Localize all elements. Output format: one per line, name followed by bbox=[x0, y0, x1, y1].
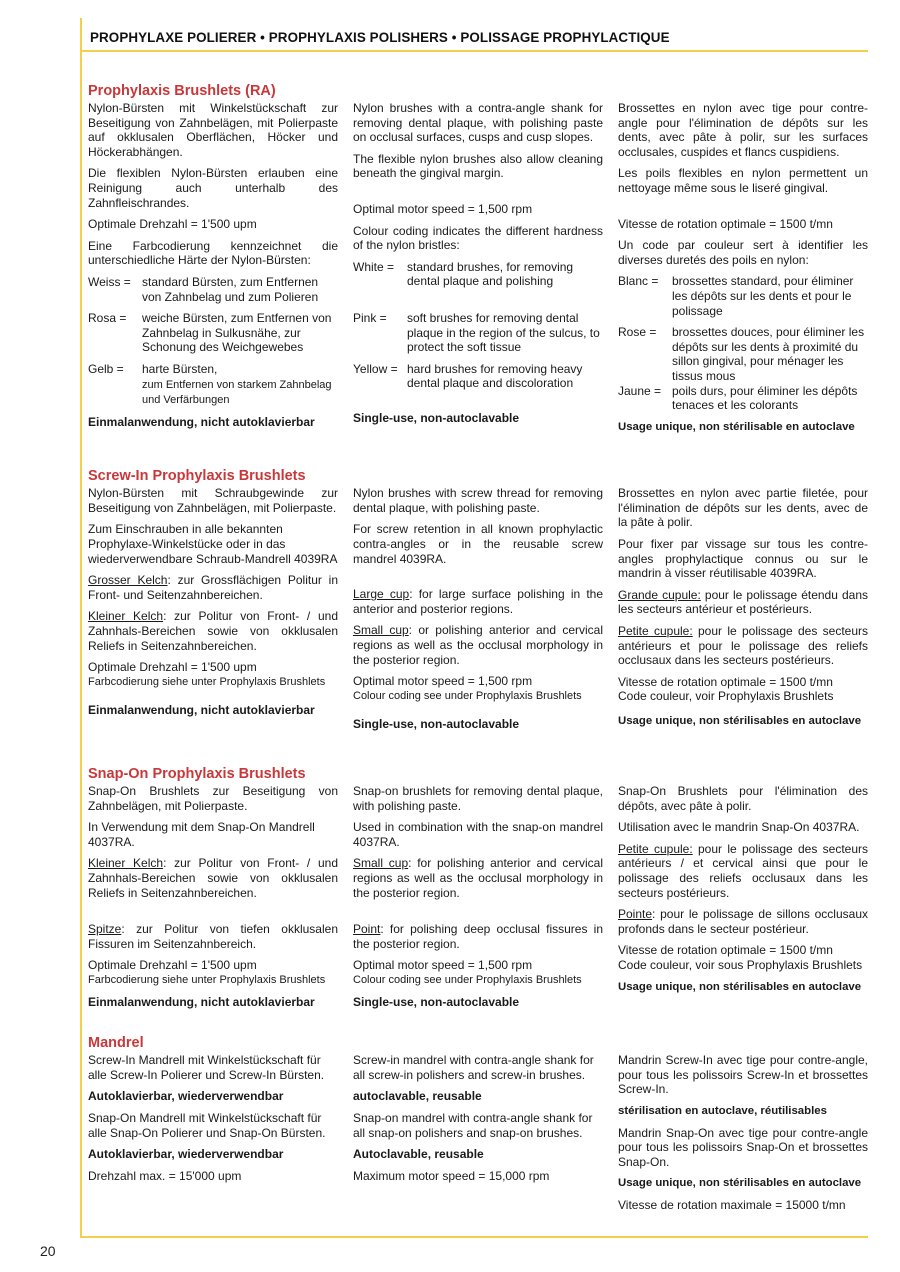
page-header-title: PROPHYLAXE POLIERER • PROPHYLAXIS POLISHERS • POLISSAGE PROPHYLACTIQUE bbox=[90, 30, 670, 45]
term-underlined: Kleiner Kelch bbox=[88, 856, 164, 871]
definition-desc: standard brushes, for removing dental plaque and polishing bbox=[407, 259, 574, 289]
description-text: Brossettes en nylon avec tige pour contre-angle pour l'élimination de dépôts sur les dents, avec pâte à polir, sur les surfaces occlusales, cuspides et flancs cuspidiens. bbox=[618, 101, 868, 159]
small-cup-text bbox=[618, 624, 868, 668]
speed-text: Vitesse de rotation maximale = 15000 t/mn bbox=[618, 1197, 846, 1212]
page-number: 20 bbox=[40, 1243, 56, 1259]
speed-text: Optimal motor speed = 1,500 rpm bbox=[353, 201, 533, 216]
definition-item bbox=[353, 311, 603, 355]
section-title: Prophylaxis Brushlets (RA) bbox=[88, 83, 276, 99]
usage-note: Single-use, non-autoclavable bbox=[353, 410, 520, 425]
point-text bbox=[88, 922, 338, 951]
column-french bbox=[618, 1053, 868, 1219]
term-underlined: Pointe bbox=[618, 907, 653, 922]
speed-text: Drehzahl max. = 15'000 upm bbox=[88, 1168, 242, 1183]
point-text bbox=[353, 922, 603, 951]
usage-note: Einmalanwendung, nicht autoklavierbar bbox=[88, 703, 315, 718]
term-text: : for polishing anterior and cervical regions as well as the occlusal morphology in the posterior region. bbox=[353, 856, 604, 900]
speed-text: Vitesse de rotation optimale = 1500 t/mn bbox=[618, 216, 833, 231]
definition-term: Gelb = bbox=[88, 361, 124, 376]
coding-text: Eine Farbcodierung kennzeichnet die unterschiedliche Härte der Nylon-Bürsten: bbox=[88, 238, 338, 268]
definition-term: White = bbox=[353, 259, 395, 274]
column-english bbox=[353, 101, 603, 441]
small-cup-text bbox=[353, 856, 603, 900]
description-text: For screw retention in all known prophylactic contra-angles or in the reusable screw mandrel 4039RA. bbox=[353, 522, 603, 566]
definition-item bbox=[88, 311, 338, 355]
speed-text: Maximum motor speed = 15,000 rpm bbox=[353, 1168, 550, 1183]
coding-text: Code couleur, voir sous Prophylaxis Brushlets bbox=[618, 957, 863, 972]
usage-note: Usage unique, non stérilisable en autoclave bbox=[618, 420, 855, 433]
term-text: : for large surface polishing in the anterior and posterior regions. bbox=[353, 587, 604, 616]
definition-desc: weiche Bürsten, zum Entfernen von Zahnbelag in Sulkusnähe, zur Schonung des Weichgewebes bbox=[142, 311, 332, 355]
description-text: Snap-On Brushlets pour l'élimination des dépôts, avec pâte à polir. bbox=[618, 784, 868, 813]
term-text: : zur Politur von Front- / und Zahnhals-Bereichen sowie von okklusalen Reliefs in Seitenzahnbereichen. bbox=[88, 856, 338, 900]
speed-text: Optimale Drehzahl = 1'500 upm bbox=[88, 217, 257, 232]
large-cup-text bbox=[353, 587, 603, 616]
definition-desc bbox=[142, 362, 338, 408]
definition-item bbox=[618, 325, 868, 383]
description-text: Die flexiblen Nylon-Bürsten erlauben eine Reinigung auch unterhalb des Zahnfleischrandes. bbox=[88, 166, 338, 210]
point-text bbox=[618, 907, 868, 936]
column-english bbox=[353, 784, 603, 1016]
column-english bbox=[353, 1053, 603, 1219]
column-french bbox=[618, 486, 868, 739]
description-text: Utilisation avec le mandrin Snap-On 4037RA. bbox=[618, 820, 860, 835]
description-text: The flexible nylon brushes also allow cleaning beneath the gingival margin. bbox=[353, 151, 603, 181]
header-rule bbox=[80, 50, 868, 52]
usage-note: Single-use, non-autoclavable bbox=[353, 994, 520, 1009]
term-underlined: Kleiner Kelch bbox=[88, 609, 164, 624]
definition-desc: brossettes douces, pour éliminer les dépôts sur les dents à proximité du sillon gingival, pour ménager les tissus mous bbox=[672, 325, 865, 383]
column-german bbox=[88, 784, 338, 1016]
speed-text: Vitesse de rotation optimale = 1500 t/mn bbox=[618, 943, 833, 958]
section-mandrel bbox=[88, 1034, 868, 1219]
definition-desc: soft brushes for removing dental plaque in the region of the sulcus, to protect the soft tissue bbox=[407, 310, 600, 355]
section-title: Snap-On Prophylaxis Brushlets bbox=[88, 766, 306, 782]
speed-text: Optimale Drehzahl = 1'500 upm bbox=[88, 958, 257, 973]
usage-note: stérilisation en autoclave, réutilisables bbox=[618, 1104, 827, 1117]
term-text: : or polishing anterior and cervical regions as well as the occlusal morphology in the posterior region. bbox=[353, 623, 603, 667]
definition-desc-line: zum Entfernen von starkem Zahnbelag und Verfärbungen bbox=[142, 378, 332, 407]
speed-text: Vitesse de rotation optimale = 1500 t/mn bbox=[618, 674, 833, 689]
definition-item bbox=[618, 274, 868, 318]
column-french bbox=[618, 101, 868, 441]
term-text: : zur Politur von Front- / und Zahnhals-Bereichen sowie von okklusalen Reliefs in Seitenzahnbereichen. bbox=[88, 609, 338, 653]
term-underlined: Petite cupule: bbox=[618, 841, 693, 856]
description-text: Mandrin Screw-In avec tige pour contre-angle, pour tous les polissoirs Screw-In et brossettes Screw-In. bbox=[618, 1053, 868, 1097]
term-text: pour le polissage des secteurs antérieurs / et cervical ainsi que pour le polissage des reliefs occlusaux dans les secteurs postérieurs. bbox=[618, 841, 869, 900]
description-text: Zum Einschrauben in alle bekannten Prophylaxe-Winkelstücke oder in das wiederverwendbare Schraub-Mandrell 4039RA bbox=[88, 522, 338, 566]
usage-note: Single-use, non-autoclavable bbox=[353, 717, 520, 732]
definition-item bbox=[618, 384, 868, 413]
term-text: pour le polissage des secteurs antérieurs et pour le polissage des reliefs occlusaux dans les secteurs postérieurs. bbox=[618, 624, 869, 668]
usage-note: Usage unique, non stérilisables en autoclave bbox=[618, 1177, 862, 1190]
usage-note: autoclavable, reusable bbox=[353, 1089, 482, 1104]
definition-desc-line: harte Bürsten, bbox=[142, 361, 218, 376]
usage-note: Autoklavierbar, wiederverwendbar bbox=[88, 1089, 284, 1104]
section-snap-on-brushlets bbox=[88, 765, 868, 1016]
description-text: Pour fixer par vissage sur tous les contre-angles prophylactique connus ou sur le mandrin à visser réutilisable 4039RA. bbox=[618, 537, 868, 581]
coding-text: Farbcodierung siehe unter Prophylaxis Brushlets bbox=[88, 973, 326, 986]
definition-term: Blanc = bbox=[618, 274, 659, 289]
definition-desc: poils durs, pour éliminer les dépôts tenaces et les colorants bbox=[672, 383, 858, 413]
large-cup-text bbox=[88, 573, 338, 602]
usage-note: Autoklavierbar, wiederverwendbar bbox=[88, 1147, 284, 1162]
term-text: pour le polissage étendu dans les secteurs antérieur et postérieurs. bbox=[618, 587, 869, 617]
term-underlined: Small cup bbox=[353, 623, 409, 638]
definition-term: Rose = bbox=[618, 325, 657, 340]
column-german bbox=[88, 1053, 338, 1219]
large-cup-text bbox=[618, 588, 868, 617]
coding-text: Code couleur, voir Prophylaxis Brushlets bbox=[618, 689, 834, 704]
coding-text: Un code par couleur sert à identifier les diverses duretés des poils en nylon: bbox=[618, 238, 868, 267]
term-text: : zur Grossflächigen Politur in Front- und Seitenzahnbereichen. bbox=[88, 573, 339, 602]
catalog-content bbox=[88, 82, 868, 1219]
definition-item bbox=[353, 362, 603, 391]
term-text: : for polishing deep occlusal fissures in the posterior region. bbox=[353, 922, 603, 951]
description-text: Nylon-Bürsten mit Schraubgewinde zur Beseitigung von Zahnbelägen, mit Polierpaste. bbox=[88, 486, 338, 515]
small-cup-text bbox=[618, 842, 868, 900]
usage-note: Einmalanwendung, nicht autoklavierbar bbox=[88, 414, 315, 429]
description-text: Brossettes en nylon avec partie filetée, pour l'élimination de dépôts sur les dents, avec de la pâte à polir. bbox=[618, 486, 868, 530]
term-underlined: Grande cupule: bbox=[618, 587, 701, 602]
section-screw-in-brushlets bbox=[88, 467, 868, 739]
description-text: Les poils flexibles en nylon permettent un nettoyage même sous le liseré gingival. bbox=[618, 166, 868, 195]
small-cup-text bbox=[353, 623, 603, 667]
definition-term: Weiss = bbox=[88, 274, 131, 289]
section-prophylaxis-brushlets bbox=[88, 82, 868, 441]
description-text: Snap-on mandrel with contra-angle shank for all snap-on polishers and snap-on brushes. bbox=[353, 1110, 593, 1140]
definition-term: Rosa = bbox=[88, 311, 127, 326]
coding-text: Colour coding see under Prophylaxis Brushlets bbox=[353, 973, 582, 986]
term-underlined: Grosser Kelch bbox=[88, 573, 168, 588]
coding-text: Colour coding see under Prophylaxis Brushlets bbox=[353, 689, 582, 702]
definition-term: Yellow = bbox=[353, 361, 398, 376]
coding-text: Farbcodierung siehe unter Prophylaxis Brushlets bbox=[88, 675, 326, 688]
description-text: Used in combination with the snap-on mandrel 4037RA. bbox=[353, 820, 603, 849]
speed-text: Optimal motor speed = 1,500 rpm bbox=[353, 958, 533, 973]
section-title: Screw-In Prophylaxis Brushlets bbox=[88, 468, 306, 485]
definition-desc: hard brushes for removing heavy dental plaque and discoloration bbox=[407, 361, 583, 391]
term-text: : zur Politur von tiefen okklusalen Fissuren im Seitenzahnbereich. bbox=[88, 922, 338, 951]
definition-desc: standard Bürsten, zum Entfernen von Zahnbelag und zum Polieren bbox=[142, 274, 319, 304]
definition-desc: brossettes standard, pour éliminer les dépôts sur les dents et pour le polissage bbox=[672, 274, 854, 318]
description-text: Mandrin Snap-On avec tige pour contre-angle pour tous les polissoirs Snap-On et brossettes Snap-On. bbox=[618, 1125, 868, 1169]
small-cup-text bbox=[88, 609, 338, 653]
term-text: : pour le polissage de sillons occlusaux profonds dans le secteur postérieur. bbox=[618, 907, 868, 936]
usage-note: Autoclavable, reusable bbox=[353, 1147, 484, 1162]
definition-item bbox=[88, 362, 338, 408]
small-cup-text bbox=[88, 856, 338, 900]
definition-term: Jaune = bbox=[618, 383, 662, 398]
usage-note: Usage unique, non stérilisables en autoclave bbox=[618, 980, 862, 993]
section-title: Mandrel bbox=[88, 1035, 144, 1052]
description-text: Screw-In Mandrell mit Winkelstückschaft für alle Screw-In Polierer und Screw-In Bürsten. bbox=[88, 1053, 325, 1082]
term-underlined: Small cup bbox=[353, 856, 409, 871]
definition-term: Pink = bbox=[353, 310, 387, 325]
description-text: Screw-in mandrel with contra-angle shank for all screw-in polishers and screw-in brushes. bbox=[353, 1053, 594, 1082]
usage-note: Usage unique, non stérilisables en autoclave bbox=[618, 715, 862, 727]
term-underlined: Spitze bbox=[88, 922, 122, 937]
description-text: Nylon brushes with screw thread for removing dental plaque, with polishing paste. bbox=[353, 486, 603, 515]
description-text: Snap-On Mandrell mit Winkelstückschaft für alle Snap-On Polierer und Snap-On Bürsten. bbox=[88, 1110, 326, 1140]
column-french bbox=[618, 784, 868, 1016]
description-text: Nylon brushes with a contra-angle shank for removing dental plaque, with polishing paste on occlusal surfaces, cusps and cusp slopes. bbox=[353, 101, 603, 145]
column-german bbox=[88, 486, 338, 739]
speed-text: Optimale Drehzahl = 1'500 upm bbox=[88, 660, 257, 675]
coding-text: Colour coding indicates the different hardness of the nylon bristles: bbox=[353, 223, 603, 253]
column-german bbox=[88, 101, 338, 441]
description-text: In Verwendung mit dem Snap-On Mandrell 4037RA. bbox=[88, 820, 315, 849]
definition-item bbox=[353, 260, 603, 289]
column-english bbox=[353, 486, 603, 739]
term-underlined: Large cup bbox=[353, 587, 410, 602]
description-text: Snap-on brushlets for removing dental plaque, with polishing paste. bbox=[353, 784, 603, 813]
term-underlined: Point bbox=[353, 922, 381, 937]
description-text: Nylon-Bürsten mit Winkelstückschaft zur Beseitigung von Zahnbelägen, mit Polierpaste auf okklusalen Oberflächen, Höcker und Höckerabhängen. bbox=[88, 101, 338, 159]
term-underlined: Petite cupule: bbox=[618, 624, 693, 639]
description-text: Snap-On Brushlets zur Beseitigung von Zahnbelägen, mit Polierpaste. bbox=[88, 784, 338, 813]
definition-item bbox=[88, 275, 338, 304]
speed-text: Optimal motor speed = 1,500 rpm bbox=[353, 674, 533, 689]
usage-note: Einmalanwendung, nicht autoklavierbar bbox=[88, 994, 315, 1009]
